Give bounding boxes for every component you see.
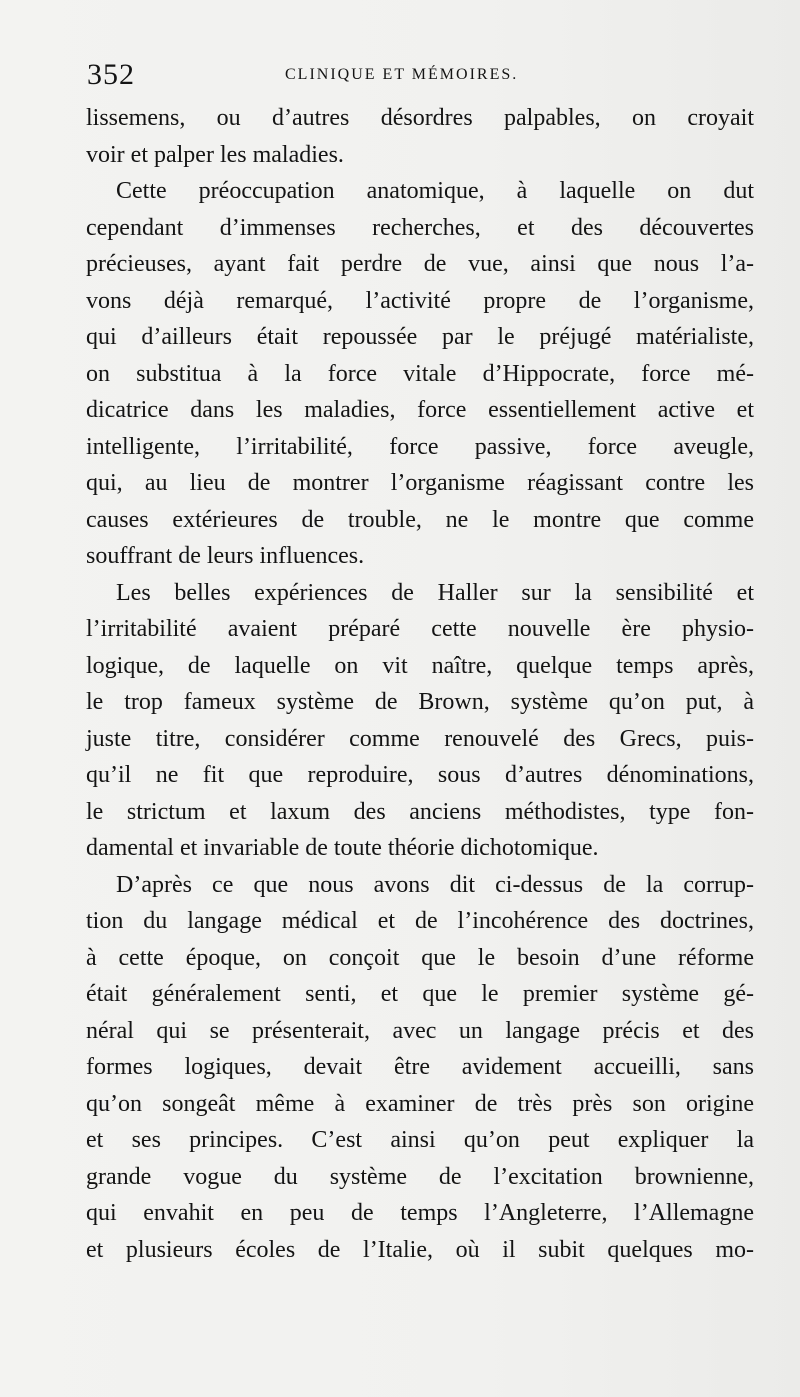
text-line: précieuses, ayant fait perdre de vue, ainsi que nous l’a- [86,251,754,277]
text-line: damental et invariable de toute théorie dichotomique. [86,835,599,861]
page-number: 352 [87,58,135,91]
text-line: qui envahit en peu de temps l’Angleterre, l’Allemagne [86,1200,754,1226]
text-line: qu’on songeât même à examiner de très près son origine [86,1090,754,1117]
text-line: le strictum et laxum des anciens méthodistes, type fon- [86,798,754,825]
text-line: cependant d’immenses recherches, et des découvertes [86,214,754,241]
running-head: CLINIQUE ET MÉMOIRES. [285,66,519,83]
text-line: était généralement senti, et que le premier système gé- [86,981,754,1007]
text-line: et ses principes. C’est ainsi qu’on peut expliquer la [86,1127,754,1153]
text-line: l’irritabilité avaient préparé cette nouvelle ère physio- [86,616,754,642]
text-line: le trop fameux système de Brown, système qu’on put, à [86,689,754,715]
text-line: lissemens, ou d’autres désordres palpables, on croyait [86,105,754,131]
text-line: dicatrice dans les maladies, force essentiellement active et [86,397,754,423]
text-line: qui d’ailleurs était repoussée par le préjugé matérialiste, [86,324,754,350]
text-line: tion du langage médical et de l’incohérence des doctrines, [86,908,754,934]
text-line: Cette préoccupation anatomique, à laquelle on dut [116,178,754,204]
text-line: D’après ce que nous avons dit ci-dessus de la corrup- [116,871,754,898]
text-line: Les belles expériences de Haller sur la sensibilité et [116,579,754,606]
text-line: grande vogue du système de l’excitation brownienne, [86,1163,754,1190]
text-line: à cette époque, on conçoit que le besoin d’une réforme [86,944,754,971]
text-line: logique, de laquelle on vit naître, quelque temps après, [86,652,754,679]
text-line: néral qui se présenterait, avec un langage précis et des [86,1017,754,1044]
text-line: intelligente, l’irritabilité, force passive, force aveugle, [86,433,754,460]
text-line: on substitua à la force vitale d’Hippocrate, force mé- [86,360,754,387]
text-line: juste titre, considérer comme renouvelé des Grecs, puis- [86,725,754,752]
body-text [86,100,754,1268]
text-line: qu’il ne fit que reproduire, sous d’autres dénominations, [86,762,754,788]
text-line: qui, au lieu de montrer l’organisme réagissant contre les [86,470,754,496]
text-line: formes logiques, devait être avidement accueilli, sans [86,1054,754,1080]
text-line: souffrant de leurs influences. [86,543,365,569]
page-header [87,58,770,92]
text-line: et plusieurs écoles de l’Italie, où il subit quelques mo- [86,1236,754,1263]
text-line: voir et palper les maladies. [86,141,344,168]
text-line: causes extérieures de trouble, ne le montre que comme [86,506,754,533]
text-line: vons déjà remarqué, l’activité propre de l’organisme, [86,287,754,314]
